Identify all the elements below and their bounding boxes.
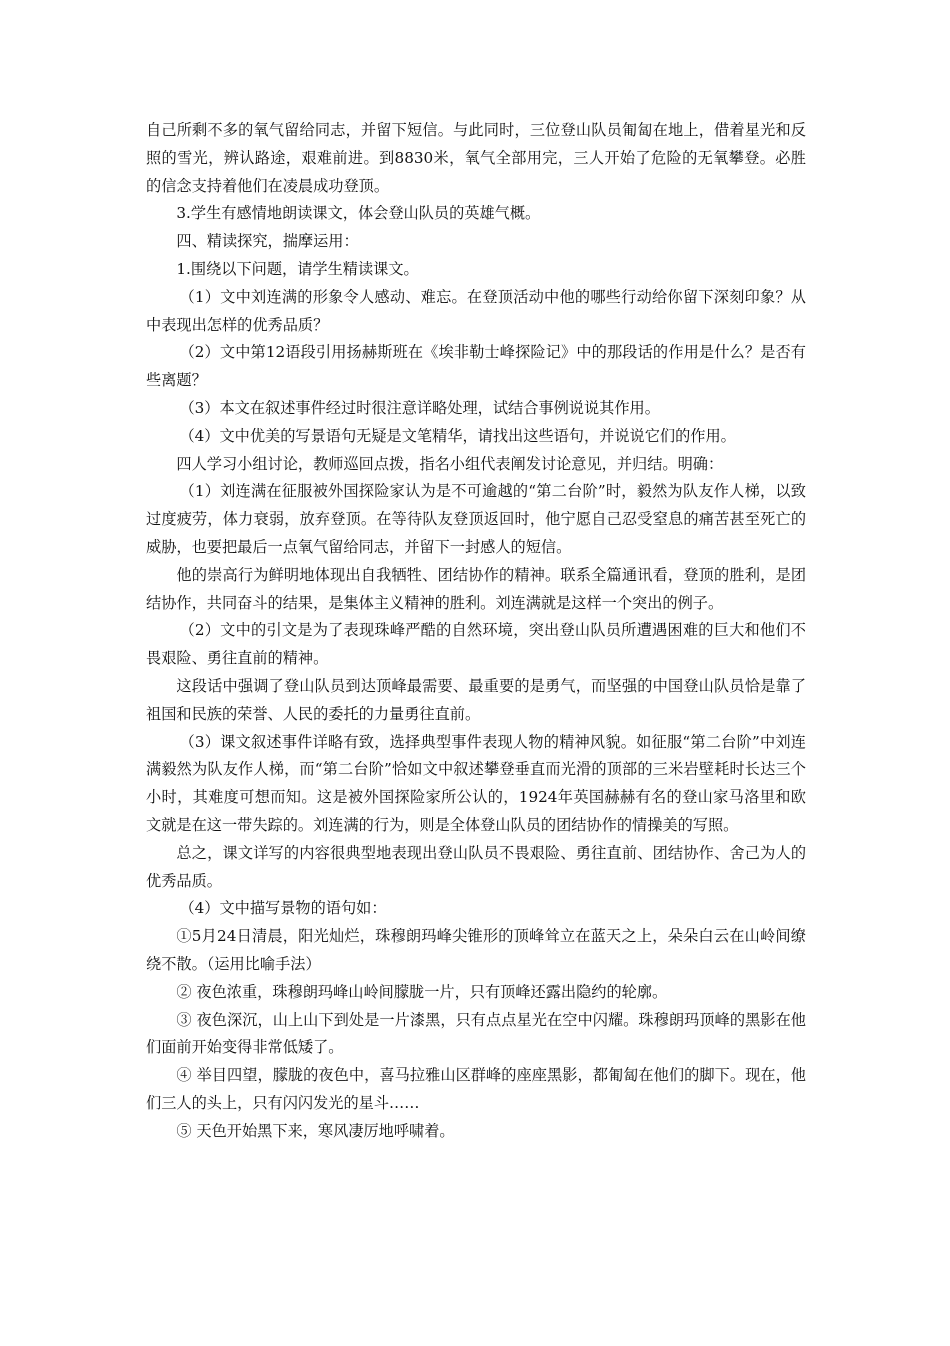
answer-2: （2）文中的引文是为了表现珠峰严酷的自然环境，突出登山队员所遭遇困难的巨大和他们不畏艰险、勇往直前的精神。	[146, 621, 806, 668]
section-heading-close-reading: 四、精读探究，揣摩运用：	[176, 232, 359, 251]
scenery-example-4: ④ 举目四望，朦胧的夜色中，喜马拉雅山区群峰的座座黑影，都匍匐在他们的脚下。现在，他们三人的头上，只有闪闪发光的星斗……	[146, 1066, 806, 1112]
question-4: （4）文中优美的写景语句无疑是文笔精华，请找出这些语句，并说说它们的作用。	[179, 426, 736, 445]
scenery-example-2: ② 夜色浓重，珠穆朗玛峰山岭间朦胧一片，只有顶峰还露出隐约的轮廓。	[176, 982, 668, 1001]
question-1: （1）文中刘连满的形象令人感动、难忘。在登顶活动中他的哪些行动给你留下深刻印象？从中表现出怎样的优秀品质？	[146, 287, 806, 334]
document-page	[146, 117, 806, 1145]
paragraph-group-discussion: 四人学习小组讨论，教师巡回点拨，指名小组代表阐发讨论意见，并归结。明确：	[176, 454, 724, 473]
scenery-example-1: ①5月24日清晨，阳光灿烂，珠穆朗玛峰尖锥形的顶峰耸立在蓝天之上，朵朵白云在山岭间缭绕不散。（运用比喻手法）	[146, 927, 806, 973]
answer-4: （4）文中描写景物的语句如：	[179, 899, 387, 918]
paragraph-oxygen-summary: 自己所剩不多的氧气留给同志，并留下短信。与此同时，三位登山队员匍匐在地上，借着星光和反照的雪光，辨认路途，艰难前进。到8830米，氧气全部用完，三人开始了危险的无氧攀登。必胜的信念支持着他们在凌晨成功登顶。	[146, 121, 806, 195]
answer-1: （1）刘连满在征服被外国探险家认为是不可逾越的“第二台阶”时，毅然为队友作人梯，以致过度疲劳，体力衰弱，放弃登顶。在等待队友登顶返回时，他宁愿自己忍受窒息的痛苦甚至死亡的威胁，也要把最后一点氧气留给同志，并留下一封感人的短信。	[146, 482, 806, 556]
answer-3: （3）课文叙述事件详略有致，选择典型事件表现人物的精神风貌。如征服“第二台阶”中刘连满毅然为队友作人梯，而“第二台阶”恰如文中叙述攀登垂直而光滑的顶部的三米岩壁耗时长达三个小时，其难度可想而知。这是被外国探险家所公认的，1924年英国赫赫有名的登山家马洛里和欧文就是在这一带失踪的。刘连满的行为，则是全体登山队员的团结协作的情操美的写照。	[146, 732, 806, 834]
question-2: （2）文中第12语段引用扬赫斯班在《埃非勒士峰探险记》中的那段话的作用是什么？是否有些离题？	[146, 343, 806, 390]
answer-1-continued: 他的崇高行为鲜明地体现出自我牺牲、团结协作的精神。联系全篇通讯看，登顶的胜利，是团结协作，共同奋斗的结果，是集体主义精神的胜利。刘连满就是这样一个突出的例子。	[146, 565, 806, 612]
paragraph-step-3-reading: 3.学生有感情地朗读课文，体会登山队员的英雄气概。	[176, 204, 541, 223]
paragraph-step-1-questions: 1.围绕以下问题，请学生精读课文。	[176, 259, 419, 278]
scenery-example-5: ⑤ 天色开始黑下来，寒风凄厉地呼啸着。	[176, 1121, 455, 1140]
scenery-example-3: ③ 夜色深沉，山上山下到处是一片漆黑，只有点点星光在空中闪耀。珠穆朗玛顶峰的黑影在他们面前开始变得非常低矮了。	[146, 1010, 806, 1057]
answer-3-summary: 总之，课文详写的内容很典型地表现出登山队员不畏艰险、勇往直前、团结协作、舍己为人的优秀品质。	[146, 843, 806, 890]
question-3: （3）本文在叙述事件经过时很注意详略处理，试结合事例说说其作用。	[179, 398, 660, 417]
answer-2-continued: 这段话中强调了登山队员到达顶峰最需要、最重要的是勇气，而坚强的中国登山队员恰是靠了祖国和民族的荣誉、人民的委托的力量勇往直前。	[146, 676, 806, 723]
